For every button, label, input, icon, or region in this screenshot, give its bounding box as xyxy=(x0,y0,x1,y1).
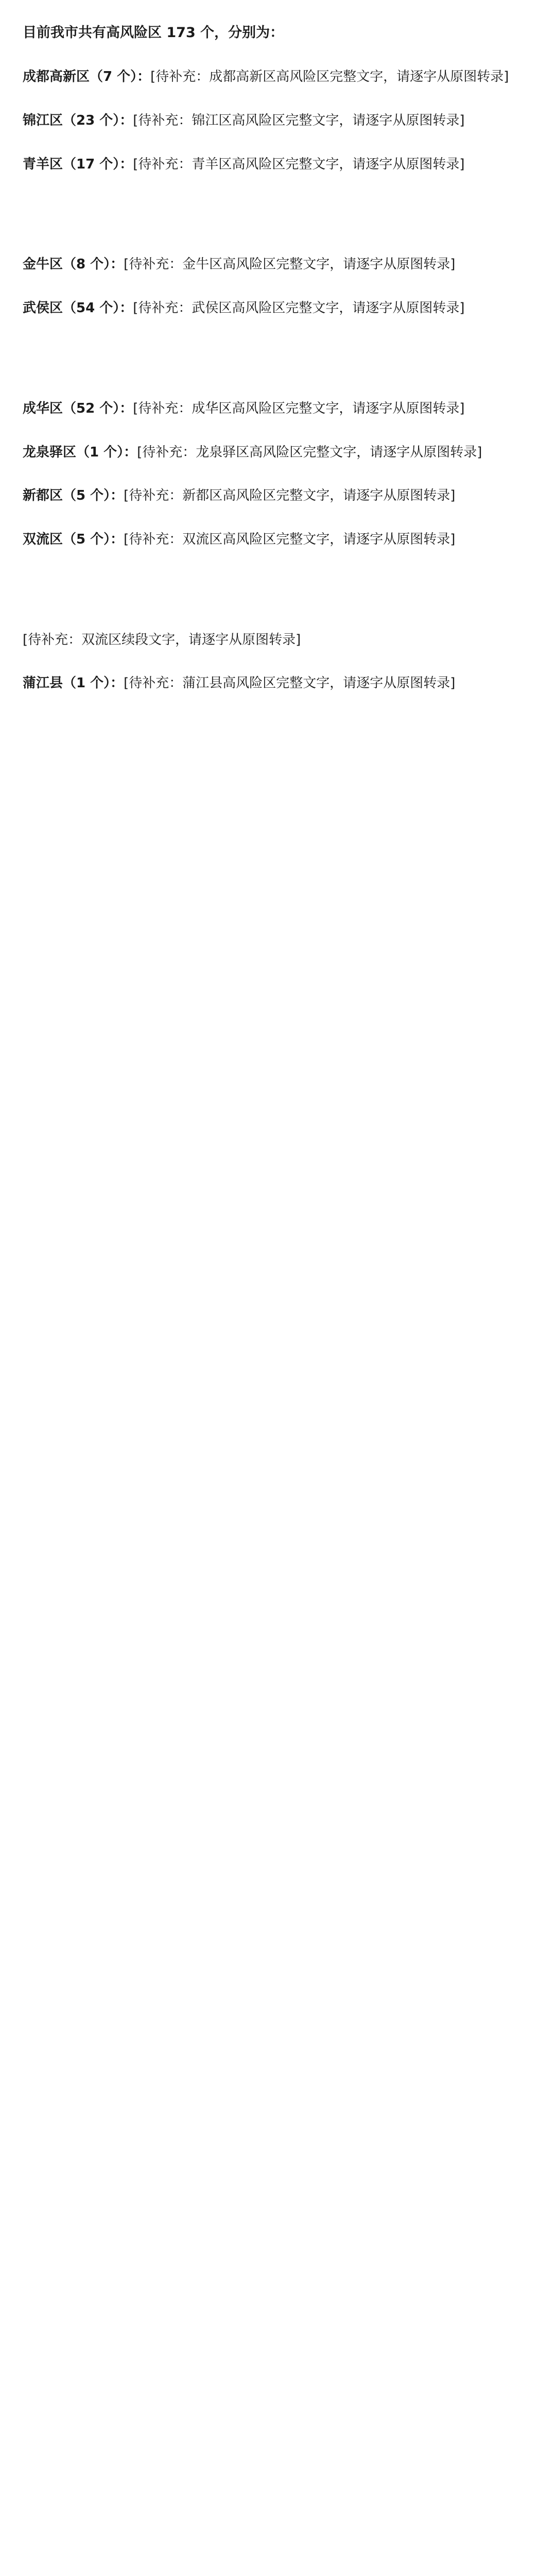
district-chenghua xyxy=(23,397,533,420)
district-heading: 成华区（52 个）： xyxy=(23,400,133,416)
district-heading: 龙泉驿区（1 个）： xyxy=(23,444,137,460)
district-pujiang xyxy=(23,672,533,695)
district-heading: 双流区（5 个）： xyxy=(23,532,124,547)
district-qingyang xyxy=(23,153,533,176)
district-body: [待补充：锦江区高风险区完整文字，请逐字从原图转录] xyxy=(133,112,465,128)
district-heading: 新都区（5 个）： xyxy=(23,488,124,504)
district-jinjiang xyxy=(23,109,533,132)
district-heading: 青羊区（17 个）： xyxy=(23,156,133,172)
district-xindu xyxy=(23,484,533,507)
district-body: [待补充：成华区高风险区完整文字，请逐字从原图转录] xyxy=(133,400,465,416)
district-shuangliu xyxy=(23,528,533,551)
district-wuhou xyxy=(23,297,533,320)
section-gap xyxy=(23,196,533,253)
intro-text: 目前我市共有高风险区 173 个，分别为： xyxy=(23,25,284,41)
district-body: [待补充：青羊区高风险区完整文字，请逐字从原图转录] xyxy=(133,156,465,172)
district-heading: 蒲江县（1 个）： xyxy=(23,675,124,691)
district-body: [待补充：成都高新区高风险区完整文字，请逐字从原图转录] xyxy=(150,69,509,85)
district-body: [待补充：新都区高风险区完整文字，请逐字从原图转录] xyxy=(124,488,456,504)
district-body: [待补充：武侯区高风险区完整文字，请逐字从原图转录] xyxy=(133,300,465,316)
district-shuangliu-continued xyxy=(23,629,533,652)
district-body: [待补充：蒲江县高风险区完整文字，请逐字从原图转录] xyxy=(124,675,456,691)
district-gaoxin xyxy=(23,65,533,89)
district-jinniu xyxy=(23,253,533,276)
district-heading: 金牛区（8 个）： xyxy=(23,257,124,273)
district-body: [待补充：龙泉驿区高风险区完整文字，请逐字从原图转录] xyxy=(137,444,482,460)
district-heading: 成都高新区（7 个）： xyxy=(23,69,151,85)
district-heading: 锦江区（23 个）： xyxy=(23,112,133,128)
district-longquanyi xyxy=(23,441,533,464)
section-gap xyxy=(23,572,533,629)
district-body: [待补充：金牛区高风险区完整文字，请逐字从原图转录] xyxy=(124,257,456,273)
district-body: [待补充：双流区高风险区完整文字，请逐字从原图转录] xyxy=(124,532,456,547)
section-gap xyxy=(23,341,533,397)
district-heading: 武侯区（54 个）： xyxy=(23,300,133,316)
district-body: [待补充：双流区续段文字，请逐字从原图转录] xyxy=(23,632,301,648)
